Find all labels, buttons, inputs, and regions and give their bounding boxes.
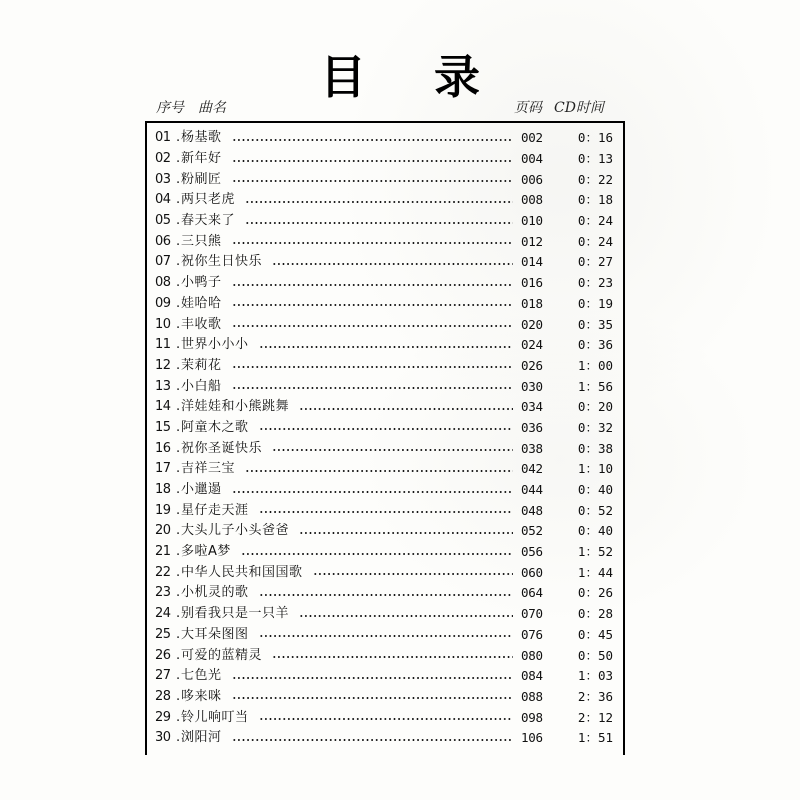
toc-entry [155,562,613,583]
entry-cd-time: 0：18 [577,192,613,208]
entry-number-period: . [176,523,181,539]
entry-page-number: 030 [521,378,543,394]
toc-entry [155,480,613,501]
entry-number: 18 [155,482,171,498]
toc-entry [155,335,613,356]
dot-leader [232,242,513,244]
entry-page-number: 002 [521,130,543,146]
entry-title: 哆来咪 [181,688,222,704]
entry-number-period: . [176,337,181,353]
toc-entry [155,521,613,542]
entry-cd-time: 2：36 [577,688,613,704]
toc-entry [155,397,613,418]
toc-entry [155,687,613,708]
entry-title: 洋娃娃和小熊跳舞 [181,399,290,415]
entry-page-number: 048 [521,502,543,518]
toc-entry [155,459,613,480]
entry-page-number: 026 [521,357,543,373]
entry-number: 03 [155,171,171,187]
entry-cd-time: 0：19 [577,295,613,311]
entry-number: 12 [155,357,171,373]
entry-title: 星仔走天涯 [181,502,249,518]
entry-page-number: 044 [521,482,543,498]
entry-page-number: 036 [521,419,543,435]
dot-leader [299,532,513,534]
entry-page-number: 004 [521,151,543,167]
entry-number: 26 [155,647,171,663]
entry-number: 16 [155,440,171,456]
entry-page-number: 056 [521,544,543,560]
entry-title: 吉祥三宝 [181,461,236,477]
entry-number-period: . [176,213,181,229]
entry-number-period: . [176,730,181,746]
entry-number: 21 [155,544,171,560]
entry-number: 27 [155,668,171,684]
entry-number-period: . [176,295,181,311]
entry-cd-time: 1：56 [577,378,613,394]
toc-entry [155,190,613,211]
entry-cd-time: 0：32 [577,419,613,435]
entry-cd-time: 0：40 [577,482,613,498]
toc-entry [155,418,613,439]
dot-leader [232,739,513,741]
toc-entry [155,542,613,563]
entry-number: 06 [155,233,171,249]
entry-number-period: . [176,130,181,146]
page-title: 目 录 [319,50,506,104]
dot-leader [259,346,513,348]
entry-cd-time: 1：52 [577,544,613,560]
toc-list [155,128,613,749]
entry-title: 铃儿响叮当 [181,709,249,725]
entry-number: 01 [155,130,171,146]
entry-number: 14 [155,399,171,415]
entry-title: 杨基歌 [181,130,222,146]
dot-leader [245,222,513,224]
entry-number-period: . [176,254,181,270]
dot-leader [232,160,513,162]
entry-page-number: 080 [521,647,543,663]
entry-number-period: . [176,626,181,642]
toc-entry [155,128,613,149]
entry-cd-time: 1：03 [577,668,613,684]
entry-cd-time: 1：44 [577,564,613,580]
entry-cd-time: 0：23 [577,275,613,291]
entry-cd-time: 0：16 [577,130,613,146]
entry-page-number: 084 [521,668,543,684]
toc-entry [155,438,613,459]
dot-leader [259,511,513,513]
entry-cd-time: 1：51 [577,730,613,746]
entry-number-period: . [176,399,181,415]
entry-title: 小机灵的歌 [181,585,249,601]
entry-cd-time: 0：45 [577,626,613,642]
entry-number-period: . [176,461,181,477]
entry-title: 别看我只是一只羊 [181,606,290,622]
entry-page-number: 010 [521,213,543,229]
entry-title: 世界小小小 [181,337,249,353]
entry-number-period: . [176,502,181,518]
entry-title: 大头儿子小头爸爸 [181,523,290,539]
dot-leader [232,325,513,327]
entry-title: 小邋遢 [181,482,222,498]
entry-page-number: 016 [521,275,543,291]
entry-number: 22 [155,564,171,580]
entry-title: 娃哈哈 [181,295,222,311]
entry-number-period: . [176,378,181,394]
toc-entry [155,645,613,666]
toc-entry [155,728,613,749]
dot-leader [272,449,513,451]
entry-page-number: 034 [521,399,543,415]
entry-title: 浏阳河 [181,730,222,746]
dot-leader [259,635,513,637]
entry-number: 25 [155,626,171,642]
dot-leader [232,139,513,141]
entry-number-period: . [176,151,181,167]
dot-leader [299,615,513,617]
dot-leader [232,697,513,699]
entry-title: 新年好 [181,151,222,167]
entry-cd-time: 1：10 [577,461,613,477]
entry-cd-time: 0：24 [577,233,613,249]
entry-number-period: . [176,647,181,663]
entry-page-number: 060 [521,564,543,580]
entry-page-number: 008 [521,192,543,208]
entry-title: 中华人民共和国国歌 [181,564,303,580]
toc-entry [155,252,613,273]
entry-number: 04 [155,192,171,208]
entry-page-number: 042 [521,461,543,477]
dot-leader [245,201,513,203]
entry-cd-time: 0：38 [577,440,613,456]
entry-number: 28 [155,688,171,704]
entry-page-number: 014 [521,254,543,270]
entry-number-period: . [176,564,181,580]
toc-entry [155,376,613,397]
entry-page-number: 064 [521,585,543,601]
entry-page-number: 052 [521,523,543,539]
entry-number-period: . [176,233,181,249]
entry-number-period: . [176,585,181,601]
dot-leader [241,553,513,555]
entry-cd-time: 2：12 [577,709,613,725]
dot-leader [272,263,513,265]
entry-number: 29 [155,709,171,725]
entry-cd-time: 0：52 [577,502,613,518]
header-page-label: 页码 [514,100,542,116]
header-name-label: 曲名 [198,100,226,116]
entry-number-period: . [176,171,181,187]
entry-cd-time: 0：26 [577,585,613,601]
entry-title: 祝你生日快乐 [181,254,263,270]
entry-number-period: . [176,709,181,725]
entry-title: 小鸭子 [181,275,222,291]
dot-leader [232,491,513,493]
entry-number: 13 [155,378,171,394]
toc-entry [155,231,613,252]
entry-page-number: 088 [521,688,543,704]
entry-page-number: 076 [521,626,543,642]
entry-cd-time: 0：24 [577,213,613,229]
entry-cd-time: 1：00 [577,357,613,373]
entry-cd-time: 0：35 [577,316,613,332]
toc-entry [155,500,613,521]
entry-number: 10 [155,316,171,332]
entry-page-number: 038 [521,440,543,456]
entry-cd-time: 0：40 [577,523,613,539]
entry-number-period: . [176,482,181,498]
entry-number: 24 [155,606,171,622]
toc-entry [155,294,613,315]
entry-page-number: 070 [521,606,543,622]
entry-number-period: . [176,419,181,435]
entry-number: 19 [155,502,171,518]
toc-entry [155,314,613,335]
entry-number: 23 [155,585,171,601]
toc-entry [155,356,613,377]
entry-page-number: 018 [521,295,543,311]
entry-title: 阿童木之歌 [181,419,249,435]
entry-cd-time: 0：13 [577,151,613,167]
entry-page-number: 106 [521,730,543,746]
entry-number: 08 [155,275,171,291]
entry-page-number: 020 [521,316,543,332]
dot-leader [313,573,513,575]
entry-number-period: . [176,668,181,684]
toc-entry [155,169,613,190]
dot-leader [245,470,513,472]
entry-page-number: 012 [521,233,543,249]
entry-title: 三只熊 [181,233,222,249]
entry-number: 30 [155,730,171,746]
entry-number-period: . [176,688,181,704]
toc-entry [155,211,613,232]
entry-number-period: . [176,544,181,560]
dot-leader [259,594,513,596]
toc-entry [155,666,613,687]
dot-leader [299,408,513,410]
entry-number: 09 [155,295,171,311]
entry-cd-time: 0：50 [577,647,613,663]
entry-page-number: 098 [521,709,543,725]
dot-leader [259,718,513,720]
entry-title: 小白船 [181,378,222,394]
entry-cd-time: 0：28 [577,606,613,622]
entry-title: 两只老虎 [181,192,236,208]
entry-title: 多啦A梦 [181,544,231,560]
entry-number-period: . [176,275,181,291]
entry-title: 可爱的蓝精灵 [181,647,263,663]
entry-title: 春天来了 [181,213,236,229]
entry-number-period: . [176,440,181,456]
entry-number: 05 [155,213,171,229]
dot-leader [232,387,513,389]
dot-leader [259,428,513,430]
entry-title: 丰收歌 [181,316,222,332]
entry-number: 02 [155,151,171,167]
entry-number: 17 [155,461,171,477]
dot-leader [232,366,513,368]
entry-title: 茉莉花 [181,357,222,373]
header-left [156,97,226,117]
entry-number: 20 [155,523,171,539]
entry-number: 15 [155,419,171,435]
entry-page-number: 024 [521,337,543,353]
toc-entry [155,604,613,625]
entry-page-number: 006 [521,171,543,187]
toc-entry [155,273,613,294]
entry-number: 11 [155,337,171,353]
entry-cd-time: 0：22 [577,171,613,187]
entry-title: 祝你圣诞快乐 [181,440,263,456]
entry-number-period: . [176,357,181,373]
entry-cd-time: 0：20 [577,399,613,415]
header-index-label: 序号 [156,100,184,116]
header-right [514,97,604,117]
entry-title: 粉刷匠 [181,171,222,187]
entry-number: 07 [155,254,171,270]
toc-entry [155,149,613,170]
toc-entry [155,707,613,728]
dot-leader [232,180,513,182]
entry-number-period: . [176,192,181,208]
header-time-label: CD时间 [554,100,604,116]
dot-leader [232,284,513,286]
entry-title: 七色光 [181,668,222,684]
toc-entry [155,583,613,604]
entry-title: 大耳朵图图 [181,626,249,642]
entry-cd-time: 0：36 [577,337,613,353]
entry-number-period: . [176,606,181,622]
dot-leader [232,304,513,306]
dot-leader [272,656,513,658]
entry-cd-time: 0：27 [577,254,613,270]
dot-leader [232,677,513,679]
toc-entry [155,625,613,646]
entry-number-period: . [176,316,181,332]
